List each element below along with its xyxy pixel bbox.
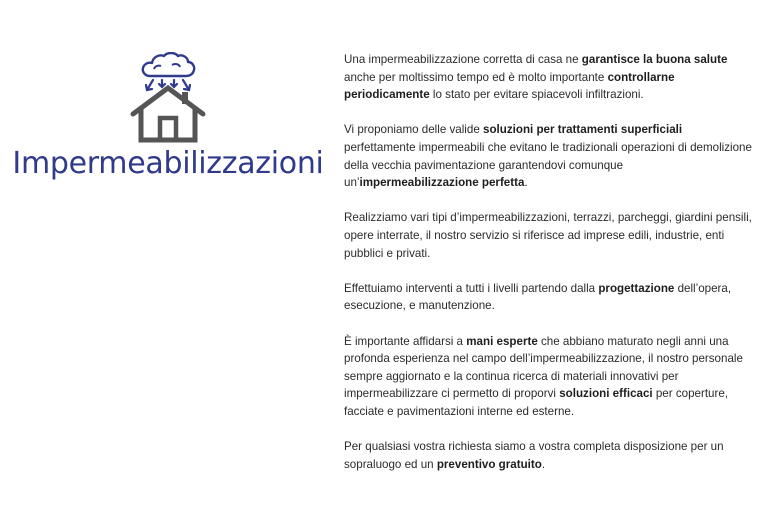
paragraph xyxy=(344,280,752,315)
page-title: Impermeabilizzazioni xyxy=(12,146,324,181)
body-text: per coperture, facciate e pavimentazioni interne ed esterne. xyxy=(344,387,729,418)
highlight-text: soluzioni per trattamenti superficiali xyxy=(483,123,683,137)
paragraph xyxy=(344,121,752,191)
paragraph xyxy=(344,51,752,104)
hero-section xyxy=(0,52,336,181)
house-with-rain-cloud-icon xyxy=(128,52,208,144)
body-text: Realizziamo vari tipi d’impermeabilizzazioni, terrazzi, parcheggi, giardini pensili, opere interrate, il nostro servizio si riferisce ad imprese edili, industrie, enti pubblici e privati. xyxy=(344,211,752,260)
body-text: Una impermeabilizzazione corretta di casa ne xyxy=(344,53,582,66)
body-text: Effettuiamo interventi a tutti i livelli partendo dalla xyxy=(344,281,599,295)
body-text: Vi proponiamo delle valide xyxy=(344,123,484,137)
body-text: . xyxy=(524,176,528,190)
body-text: dell’opera, esecuzione, e manutenzione. xyxy=(344,281,732,313)
paragraph xyxy=(344,209,752,262)
highlight-text: impermeabilizzazione perfetta xyxy=(359,176,525,190)
highlight-text: garantisce la buona salute xyxy=(581,53,728,66)
highlight-text: preventivo gratuito xyxy=(436,457,542,471)
body-text: È importante affidarsi a xyxy=(344,334,467,348)
body-text: Per qualsiasi vostra richiesta siamo a vostra completa disposizione per un sopraluogo ed un xyxy=(344,440,724,471)
body-text: lo stato per evitare spiacevoli infiltrazioni. xyxy=(429,88,644,102)
body-text: anche per moltissimo tempo ed è molto importante xyxy=(344,70,608,84)
highlight-text: mani esperte xyxy=(466,334,538,348)
body-text: perfettamente impermeabili che evitano le tradizionali operazioni di demolizione della vecchia pavimentazione garantendovi comunque un’ xyxy=(344,140,752,190)
highlight-text: progettazione xyxy=(598,281,675,295)
paragraph xyxy=(344,333,752,421)
description-text xyxy=(344,51,752,491)
highlight-text: soluzioni efficaci xyxy=(559,387,653,401)
paragraph xyxy=(344,438,752,473)
body-text: . xyxy=(541,457,546,471)
body-text: che abbiano maturato negli anni una profonda esperienza nel campo dell’impermeabilizzazione, il nostro personale sempre aggiornato e la continua ricerca di materiali innovativi per impermeabilizzare ci permetto di proporvi xyxy=(344,334,743,401)
highlight-text: controllarne periodicamente xyxy=(344,70,675,102)
